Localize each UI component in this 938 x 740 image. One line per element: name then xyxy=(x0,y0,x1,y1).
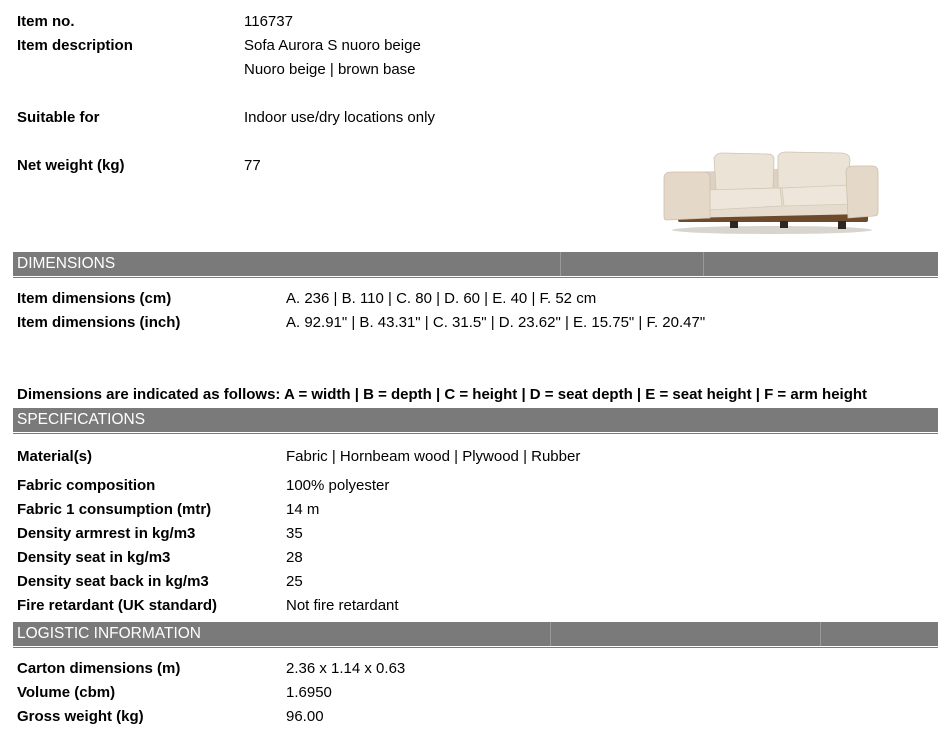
logistic-label-carton-dimensions: Carton dimensions (m) xyxy=(17,660,181,677)
band-divider xyxy=(820,622,821,646)
spec-label-fabric-consumption: Fabric 1 consumption (mtr) xyxy=(17,501,212,518)
spec-value-density-seat: 28 xyxy=(286,549,303,566)
spec-value-density-armrest: 35 xyxy=(286,525,303,542)
spec-value-fire-retardant: Not fire retardant xyxy=(286,597,399,614)
item-dimensions-inch-label: Item dimensions (inch) xyxy=(17,314,181,331)
band-divider xyxy=(560,252,561,276)
net-weight-value: 77 xyxy=(244,157,261,174)
band-divider xyxy=(703,252,704,276)
item-no-label: Item no. xyxy=(17,13,75,30)
item-no-value: 116737 xyxy=(244,13,293,30)
spec-label-fire-retardant: Fire retardant (UK standard) xyxy=(17,597,218,614)
spec-value-fabric-consumption: 14 m xyxy=(286,501,320,518)
spec-label-materials: Material(s) xyxy=(17,448,93,465)
logistic-value-volume: 1.6950 xyxy=(286,684,332,701)
logistics-section-title: LOGISTIC INFORMATION xyxy=(17,625,201,642)
logistic-label-gross-weight: Gross weight (kg) xyxy=(17,708,144,725)
logistic-label-volume: Volume (cbm) xyxy=(17,684,116,701)
logistic-value-carton-dimensions: 2.36 x 1.14 x 0.63 xyxy=(286,660,406,677)
dimensions-section-title: DIMENSIONS xyxy=(17,255,116,272)
dimensions-section-header xyxy=(13,252,938,276)
spec-label-fabric-composition: Fabric composition xyxy=(17,477,156,494)
item-description-line1: Sofa Aurora S nuoro beige xyxy=(244,37,421,54)
spec-value-density-seat-back: 25 xyxy=(286,573,303,590)
band-underline xyxy=(13,433,938,434)
suitable-for-label: Suitable for xyxy=(17,109,100,126)
specifications-section-title: SPECIFICATIONS xyxy=(17,411,146,428)
sofa-product-image xyxy=(660,148,882,238)
band-underline xyxy=(13,277,938,278)
item-dimensions-cm-label: Item dimensions (cm) xyxy=(17,290,172,307)
logistics-section-header xyxy=(13,622,938,646)
item-dimensions-inch-value: A. 92.91" | B. 43.31" | C. 31.5" | D. 23.62" | E. 15.75" | F. 20.47" xyxy=(286,314,706,331)
dimensions-legend: Dimensions are indicated as follows: A = width | B = depth | C = height | D = seat depth | E = seat height | F = arm height xyxy=(17,386,868,403)
spec-label-density-armrest: Density armrest in kg/m3 xyxy=(17,525,196,542)
spec-value-fabric-composition: 100% polyester xyxy=(286,477,390,494)
logistic-value-gross-weight: 96.00 xyxy=(286,708,324,725)
net-weight-label: Net weight (kg) xyxy=(17,157,125,174)
spec-label-density-seat: Density seat in kg/m3 xyxy=(17,549,171,566)
suitable-for-value: Indoor use/dry locations only xyxy=(244,109,435,126)
spec-value-materials: Fabric | Hornbeam wood | Plywood | Rubber xyxy=(286,448,581,465)
item-description-line2: Nuoro beige | brown base xyxy=(244,61,416,78)
spec-label-density-seat-back: Density seat back in kg/m3 xyxy=(17,573,209,590)
item-description-label: Item description xyxy=(17,37,133,54)
specifications-section-header xyxy=(13,408,938,432)
band-underline xyxy=(13,647,938,648)
band-divider xyxy=(550,622,551,646)
item-dimensions-cm-value: A. 236 | B. 110 | C. 80 | D. 60 | E. 40 | F. 52 cm xyxy=(286,290,597,307)
